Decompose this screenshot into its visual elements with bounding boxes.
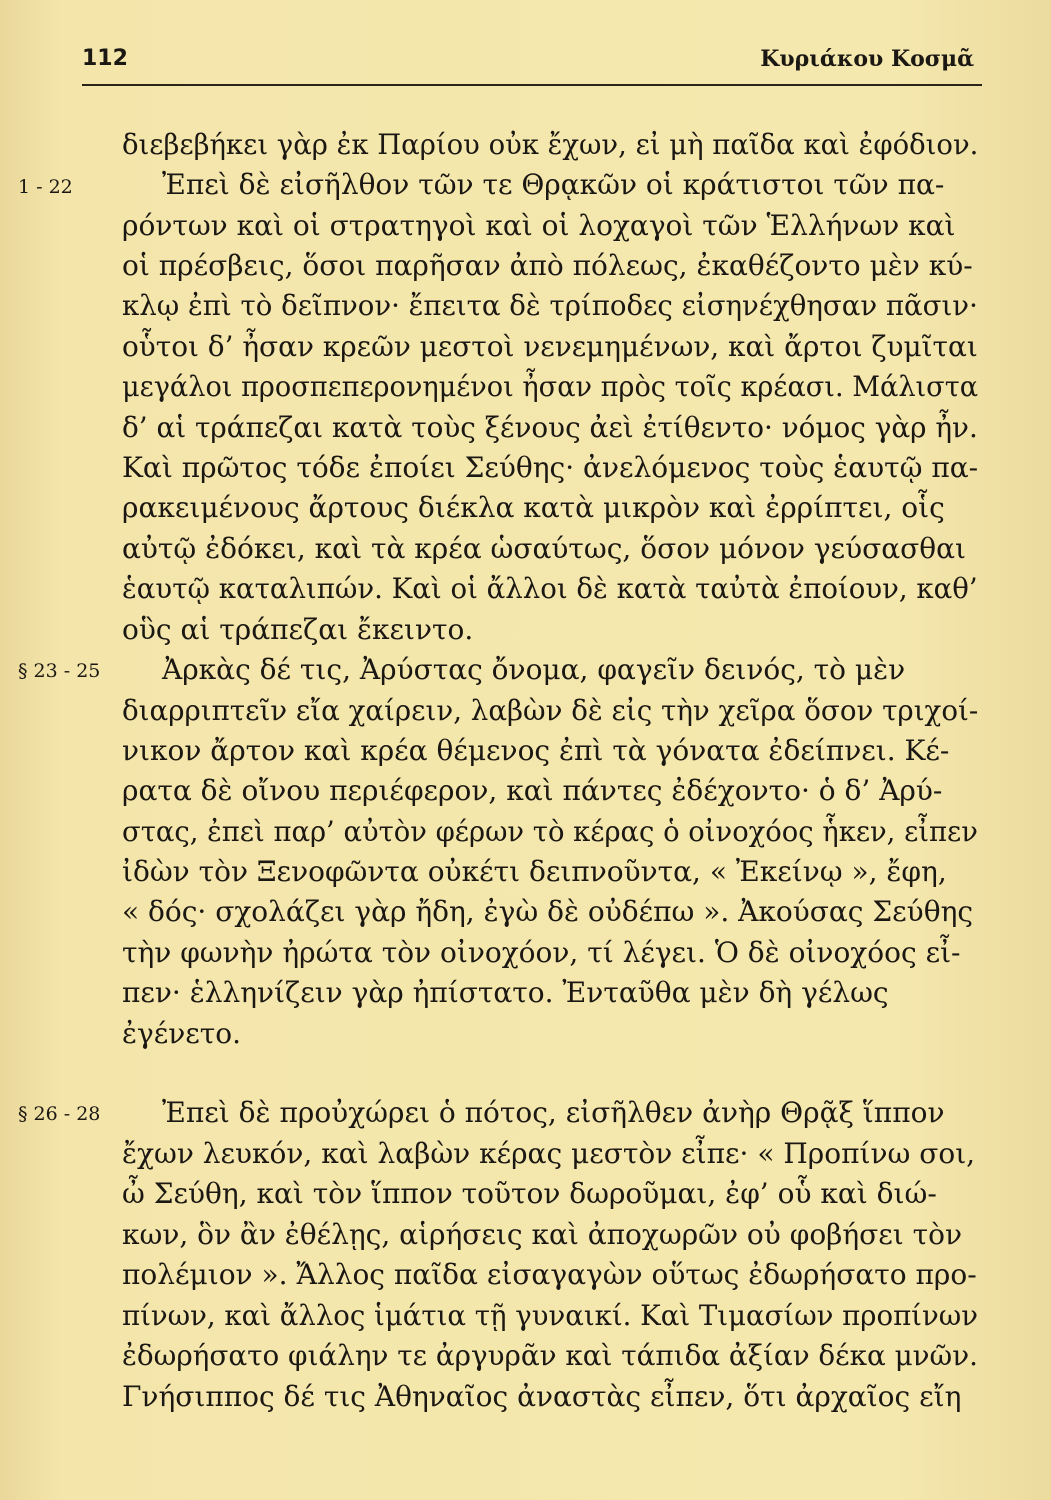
text-line: νικον ἄρτον καὶ κρέα θέμενος ἐπὶ τὰ γόνατα ἐδείπνει. Κέ- <box>122 734 950 767</box>
text-line: ἑαυτῷ καταλιπών. Καὶ οἱ ἄλλοι δὲ κατὰ ταὐτὰ ἐποίουν, καθ’ <box>122 572 978 605</box>
text-line: ἔχων λευκόν, καὶ λαβὼν κέρας μεστὸν εἶπε· « Προπίνω σοι, <box>122 1137 976 1170</box>
text-line: Ἀρκὰς δέ τις, Ἀρύστας ὄνομα, φαγεῖν δεινός, τὸ μὲν <box>162 653 906 686</box>
text-line: ἐδωρήσατο φιάλην τε ἀργυρᾶν καὶ τάπιδα ἀξίαν δέκα μνῶν. <box>122 1339 978 1372</box>
text-line: οὓς αἱ τράπεζαι ἔκειντο. <box>122 613 474 646</box>
text-line: Ἐπεὶ δὲ προὐχώρει ὁ πότος, εἰσῆλθεν ἀνὴρ Θρᾷξ ἵππον <box>162 1096 945 1129</box>
text-line: οὗτοι δ’ ἦσαν κρεῶν μεστοὶ νενεμημένων, καὶ ἄρτοι ζυμῖται <box>122 330 978 363</box>
text-line: διεβεβήκει γὰρ ἐκ Παρίου οὐκ ἔχων, εἰ μὴ παῖδα καὶ ἐφόδιον. <box>122 128 979 161</box>
text-line: Ἐπεὶ δὲ εἰσῆλθον τῶν τε Θρᾳκῶν οἱ κράτιστοι τῶν πα- <box>162 168 945 201</box>
text-line: οἱ πρέσβεις, ὅσοι παρῆσαν ἀπὸ πόλεως, ἐκαθέζοντο μὲν κύ- <box>122 249 973 282</box>
text-line: ρόντων καὶ οἱ στρατηγοὶ καὶ οἱ λοχαγοὶ τῶν Ἑλλήνων καὶ <box>122 209 956 242</box>
text-line: κων, ὃν ἂν ἐθέλῃς, αἱρήσεις καὶ ἀποχωρῶν οὐ φοβήσει τὸν <box>122 1218 962 1251</box>
margin-ref: 1 - 22 <box>18 176 73 198</box>
text-line: ὦ Σεύθη, καὶ τὸν ἵππον τοῦτον δωροῦμαι, ἐφ’ οὗ καὶ διώ- <box>122 1177 937 1210</box>
text-line: πίνων, καὶ ἄλλος ἱμάτια τῇ γυναικί. Καὶ Τιμασίων προπίνων <box>122 1299 978 1332</box>
text-line: ρακειμένους ἄρτους διέκλα κατὰ μικρὸν καὶ ἐρρίπτει, οἷς <box>122 491 945 524</box>
text-line: στας, ἐπεὶ παρ’ αὐτὸν φέρων τὸ κέρας ὁ οἰνοχόος ἧκεν, εἶπεν <box>122 815 978 848</box>
text-line: πεν· ἑλληνίζειν γὰρ ἠπίστατο. Ἐνταῦθα μὲν δὴ γέλως <box>122 976 889 1009</box>
text-line: « δός· σχολάζει γὰρ ἤδη, ἐγὼ δὲ οὐδέπω ». Ἀκούσας Σεύθης <box>122 895 974 928</box>
text-line: πολέμιον ». Ἄλλος παῖδα εἰσαγαγὼν οὕτως ἐδωρήσατο προ- <box>122 1258 977 1291</box>
text-line: αὐτῷ ἐδόκει, καὶ τὰ κρέα ὡσαύτως, ὅσον μόνον γεύσασθαι <box>122 532 966 565</box>
text-line: Καὶ πρῶτος τόδε ἐποίει Σεύθης· ἀνελόμενος τοὺς ἑαυτῷ πα- <box>122 451 979 484</box>
page-number: 112 <box>82 46 128 71</box>
running-head: Κυριάκου Κοσμᾶ <box>760 46 974 72</box>
text-line: ρατα δὲ οἴνου περιέφερον, καὶ πάντες ἐδέχοντο· ὁ δ’ Ἀρύ- <box>122 774 943 807</box>
text-line: κλῳ ἐπὶ τὸ δεῖπνον· ἔπειτα δὲ τρίποδες εἰσηνέχθησαν πᾶσιν· <box>122 289 978 322</box>
text-line: ἐγένετο. <box>122 1017 242 1050</box>
margin-ref: § 23 - 25 <box>18 660 101 682</box>
text-line: δ’ αἱ τράπεζαι κατὰ τοὺς ξένους ἀεὶ ἐτίθεντο· νόμος γὰρ ἦν. <box>122 411 978 444</box>
text-line: ἰδὼν τὸν Ξενοφῶντα οὐκέτι δειπνοῦντα, « Ἐκείνῳ », ἔφη, <box>122 855 947 888</box>
text-line: διαρριπτεῖν εἴα χαίρειν, λαβὼν δὲ εἰς τὴν χεῖρα ὅσον τριχοί- <box>122 694 979 727</box>
text-line: μεγάλοι προσπεπερονημένοι ἦσαν πρὸς τοῖς κρέασι. Μάλιστα <box>122 370 979 403</box>
margin-ref: § 26 - 28 <box>18 1103 101 1125</box>
text-line: Γνήσιππος δέ τις Ἀθηναῖος ἀναστὰς εἶπεν, ὅτι ἀρχαῖος εἴη <box>122 1380 962 1413</box>
text-line: τὴν φωνὴν ἠρώτα τὸν οἰνοχόον, τί λέγει. Ὁ δὲ οἰνοχόος εἶ- <box>122 936 961 969</box>
